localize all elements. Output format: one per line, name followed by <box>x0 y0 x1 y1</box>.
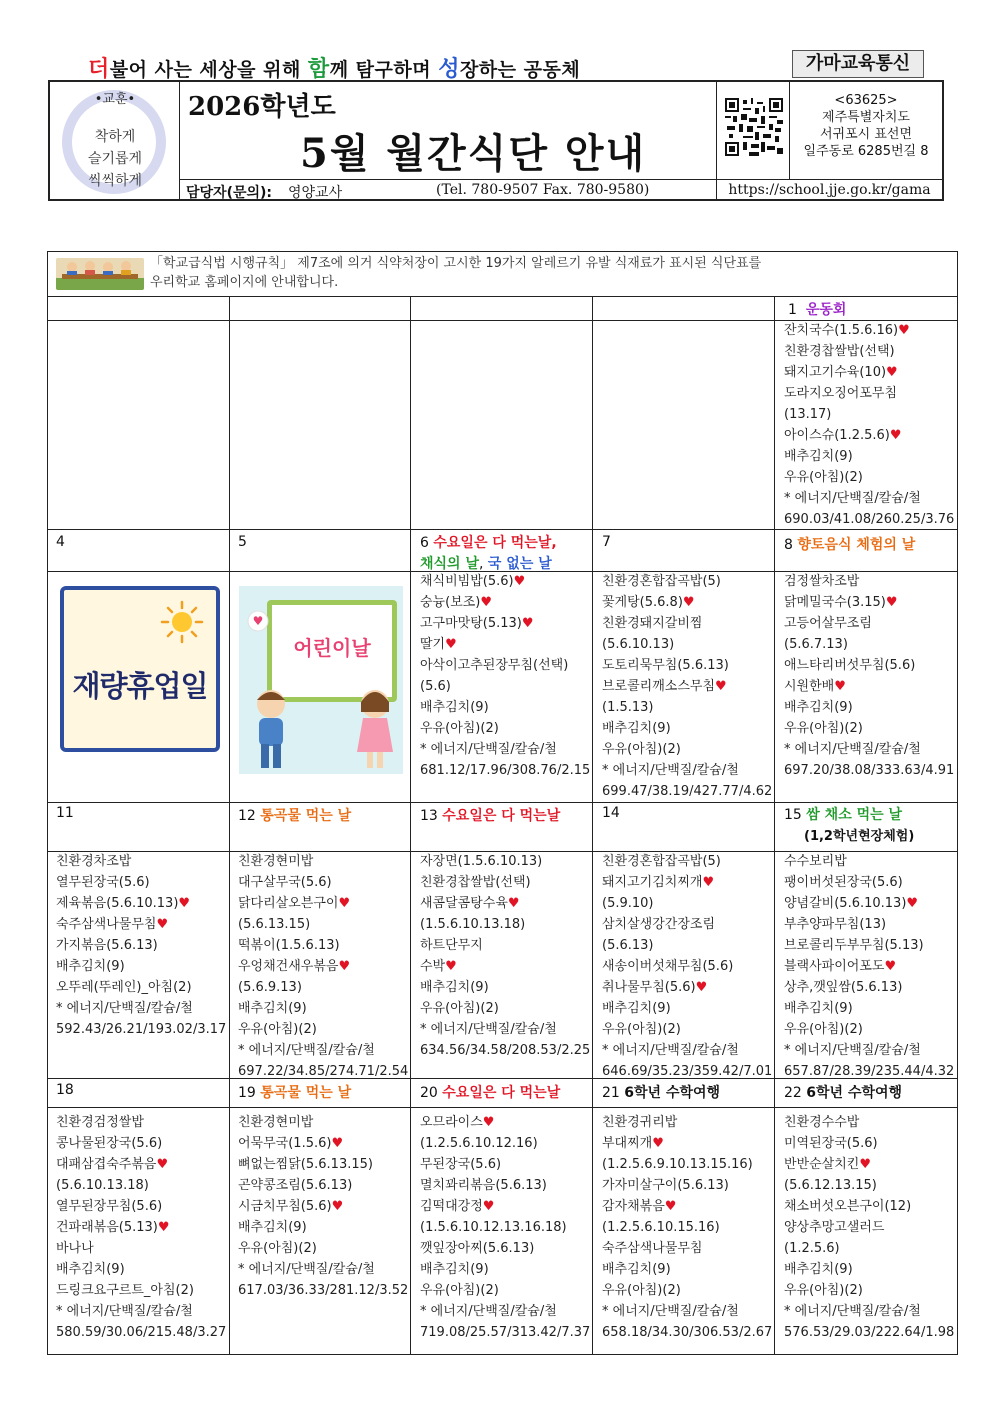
heart-icon: ♥ <box>156 917 169 932</box>
menu-item: 양상추망고샐러드 <box>784 1220 885 1235</box>
menu-item: 부대찌개♥ <box>602 1136 664 1151</box>
menu-item: 애느타리버섯무침(5.6) <box>784 658 916 673</box>
menu-item: 수박♥ <box>420 959 457 974</box>
menu-item: 김떡대강정♥ <box>420 1199 495 1214</box>
menu-item: * 에너지/단백질/칼슘/철 <box>784 1304 921 1319</box>
heart-icon: ♥ <box>898 323 910 338</box>
menu-item: 배추김치(9) <box>784 700 853 715</box>
menu-item: 블랙사파이어포도♥ <box>784 959 897 974</box>
holiday-card <box>60 586 220 752</box>
menu-item: 697.20/38.08/333.63/4.91 <box>784 763 955 778</box>
heart-icon: ♥ <box>445 959 457 974</box>
menu-item: (1.5.6.10.13.18) <box>420 917 526 932</box>
day-header-20: 20 수요일은 다 먹는날 <box>420 1085 561 1101</box>
menu-item: 아이스슈(1.2.5.6)♥ <box>784 428 902 443</box>
heart-icon: ♥ <box>886 365 898 380</box>
menu-cell-1 <box>784 320 954 530</box>
menu-item: 어묵무국(1.5.6)♥ <box>238 1136 344 1151</box>
sun-icon <box>160 600 204 644</box>
menu-item: 친환경돼지갈비찜 <box>602 616 703 631</box>
menu-item: * 에너지/단백질/칼슘/철 <box>238 1262 375 1277</box>
menu-item: 가지볶음(5.6.13) <box>56 938 158 953</box>
menu-item: 숭늉(보조)♥ <box>420 595 493 610</box>
meal-table <box>47 251 958 1355</box>
menu-item: 배추김치(9) <box>420 980 489 995</box>
heart-icon: ♥ <box>715 679 727 694</box>
menu-item: 고등어살무조림 <box>784 616 872 631</box>
menu-item: 브로콜리두부무침(5.13) <box>784 938 924 953</box>
day-header-4: 4 <box>56 534 65 550</box>
menu-item: 친환경현미밥 <box>238 854 314 869</box>
qr-code[interactable] <box>716 82 790 179</box>
contact-phone: (Tel. 780-9507 Fax. 780-9580) <box>436 182 650 198</box>
menu-item: 꽃게탕(5.6.8)♥ <box>602 595 695 610</box>
heart-icon: ♥ <box>331 1199 344 1214</box>
menu-item: 숙주삼색나물무침 <box>602 1241 703 1256</box>
svg-text:♥: ♥ <box>252 614 264 628</box>
menu-item: * 에너지/단백질/칼슘/철 <box>784 1043 921 1058</box>
menu-item: 580.59/30.06/215.48/3.27 <box>56 1325 227 1340</box>
menu-item: 닭다리살오븐구이♥ <box>238 896 351 911</box>
heart-icon: ♥ <box>521 616 534 631</box>
menu-item: 친환경혼합잡곡밥(5) <box>602 574 721 589</box>
day-header-18: 18 <box>56 1082 74 1098</box>
menu-item: * 에너지/단백질/칼슘/철 <box>238 1043 375 1058</box>
menu-item: (1.5.13) <box>602 700 654 715</box>
header-box <box>48 80 944 201</box>
menu-item: 숙주삼색나물무침♥ <box>56 917 169 932</box>
menu-item: 바나나 <box>56 1241 94 1256</box>
contact-label: 담당자(문의): <box>186 185 273 201</box>
menu-item: 681.12/17.96/308.76/2.15 <box>420 763 591 778</box>
menu-item: 도토리묵무침(5.6.13) <box>602 658 729 673</box>
menu-item: 깻잎장아찌(5.6.13) <box>420 1241 535 1256</box>
day-header-8: 8 향토음식 체험의 날 <box>784 537 916 553</box>
menu-item: 우유(아침)(2) <box>784 1022 863 1037</box>
childrens-day-label: 어린이날 <box>293 636 371 660</box>
menu-item: (5.9.10) <box>602 896 654 911</box>
menu-item: 친환경검정쌀밥 <box>56 1115 144 1130</box>
day-header-21: 21 6학년 수학여행 <box>602 1085 721 1101</box>
grid-line <box>48 802 957 803</box>
menu-item: 오뚜레(뚜레인)_아침(2) <box>56 980 192 995</box>
menu-item: 팽이버섯된장국(5.6) <box>784 875 903 890</box>
menu-item: 우유(아침)(2) <box>420 1283 499 1298</box>
holiday-label: 재량휴업일 <box>72 669 208 703</box>
day-header-6: 6 수요일은 다 먹는날, 채식의 날, 국 없는 날 <box>420 535 557 572</box>
contact-row <box>180 179 716 200</box>
day-header-5: 5 <box>238 534 247 550</box>
menu-item: 690.03/41.08/260.25/3.76 <box>784 512 955 527</box>
menu-item: 시원한배♥ <box>784 679 846 694</box>
menu-item: 697.22/34.85/274.71/2.54 <box>238 1064 409 1079</box>
heart-icon: ♥ <box>338 959 351 974</box>
menu-cell-19 <box>238 1112 408 1301</box>
menu-item: 딸기♥ <box>420 637 457 652</box>
heart-icon: ♥ <box>889 428 902 443</box>
menu-item: 하트단무지 <box>420 938 483 953</box>
menu-cell-20 <box>420 1112 590 1343</box>
menu-item: 배추김치(9) <box>56 959 125 974</box>
menu-item: 배추김치(9) <box>784 449 853 464</box>
menu-item: 친환경현미밥 <box>238 1115 314 1130</box>
heart-icon: ♥ <box>156 1157 169 1172</box>
menu-item: 576.53/29.03/222.64/1.98 <box>784 1325 955 1340</box>
menu-item: 592.43/26.21/193.02/3.17 <box>56 1022 227 1037</box>
menu-item: 대구살무국(5.6) <box>238 875 332 890</box>
menu-item: (5.6) <box>420 679 451 694</box>
menu-item: 우유(아침)(2) <box>238 1022 317 1037</box>
menu-cell-11 <box>56 851 226 1040</box>
menu-item: 친환경차조밥 <box>56 854 132 869</box>
menu-item: 곤약콩조림(5.6.13) <box>238 1178 353 1193</box>
menu-item: 새콤달콤탕수육♥ <box>420 896 520 911</box>
menu-item: 우유(아침)(2) <box>420 1001 499 1016</box>
menu-item: 멸치꽈리볶음(5.6.13) <box>420 1178 547 1193</box>
heart-icon: ♥ <box>834 679 846 694</box>
menu-item: 채소버섯오븐구이(12) <box>784 1199 912 1214</box>
grid-line <box>229 296 230 1354</box>
motto-title: •교훈• <box>94 92 136 107</box>
menu-item: * 에너지/단백질/칼슘/철 <box>602 1304 739 1319</box>
menu-item: 배추김치(9) <box>238 1001 307 1016</box>
menu-cell-12 <box>238 851 408 1082</box>
motto-line: 슬기롭게 <box>87 151 143 167</box>
menu-item: (5.6.13.15) <box>238 917 311 932</box>
heart-icon: ♥ <box>338 896 351 911</box>
heart-icon: ♥ <box>695 980 708 995</box>
menu-item: 드링크요구르트_아침(2) <box>56 1283 194 1298</box>
menu-cell-15 <box>784 851 954 1082</box>
menu-cell-22 <box>784 1112 954 1343</box>
menu-item: (5.6.9.13) <box>238 980 302 995</box>
menu-item: * 에너지/단백질/칼슘/철 <box>420 742 557 757</box>
menu-item: 우엉채건새우볶음♥ <box>238 959 351 974</box>
menu-item: 양념갈비(5.6.10.13)♥ <box>784 896 919 911</box>
menu-item: 부추양파무침(13) <box>784 917 887 932</box>
menu-item: 닭메밀국수(3.15)♥ <box>784 595 898 610</box>
heart-icon: ♥ <box>664 1199 677 1214</box>
day-header-15: 15 쌈 채소 먹는 날 (1,2학년현장체험) <box>784 807 915 844</box>
menu-item: 우유(아침)(2) <box>238 1241 317 1256</box>
menu-item: 우유(아침)(2) <box>602 1022 681 1037</box>
menu-item: (13.17) <box>784 407 832 422</box>
menu-item: * 에너지/단백질/칼슘/철 <box>420 1304 557 1319</box>
qr-code-icon <box>725 98 783 156</box>
menu-cell-18 <box>56 1112 226 1343</box>
menu-item: * 에너지/단백질/칼슘/철 <box>602 1043 739 1058</box>
heart-icon: ♥ <box>507 896 520 911</box>
menu-item: 콩나물된장국(5.6) <box>56 1136 163 1151</box>
menu-cell-6 <box>420 571 590 781</box>
menu-item: 배추김치(9) <box>238 1220 307 1235</box>
grid-line <box>410 296 411 1354</box>
school-year: 2026학년도 <box>188 92 336 122</box>
menu-item: (1.5.6.10.12.13.16.18) <box>420 1220 567 1235</box>
menu-item: 친환경귀리밥 <box>602 1115 678 1130</box>
menu-item: 617.03/36.33/281.12/3.52 <box>238 1283 409 1298</box>
contact-person: 영양교사 <box>288 185 343 201</box>
heart-icon: ♥ <box>482 1199 495 1214</box>
heart-icon: ♥ <box>884 959 897 974</box>
heart-icon: ♥ <box>682 595 695 610</box>
menu-cell-14 <box>602 851 772 1082</box>
menu-item: (5.6.10.13) <box>602 637 675 652</box>
day-header-14: 14 <box>602 805 620 821</box>
menu-item: (1.2.5.6.9.10.13.15.16) <box>602 1157 753 1172</box>
menu-item: 채식비빔밥(5.6)♥ <box>420 574 526 589</box>
school-motto <box>50 82 180 199</box>
menu-item: 오므라이스♥ <box>420 1115 495 1130</box>
menu-item: 아삭이고추된장무침(선택) <box>420 658 569 673</box>
allergy-notice <box>48 252 957 297</box>
motto-line: 씩씩하게 <box>87 173 143 189</box>
menu-item: 우유(아침)(2) <box>784 721 863 736</box>
menu-item: 우유(아침)(2) <box>602 1283 681 1298</box>
grid-line <box>774 296 775 1354</box>
motto-line: 착하게 <box>94 129 136 145</box>
day-header-12: 12 통곡물 먹는 날 <box>238 808 352 824</box>
day-header-7: 7 <box>602 534 611 550</box>
menu-item: 우유(아침)(2) <box>602 742 681 757</box>
menu-item: * 에너지/단백질/칼슘/철 <box>784 491 921 506</box>
heart-icon: ♥ <box>652 1136 664 1151</box>
menu-item: 699.47/38.19/427.77/4.62 <box>602 784 773 799</box>
menu-item: * 에너지/단백질/칼슘/철 <box>56 1001 193 1016</box>
heart-icon: ♥ <box>885 595 898 610</box>
menu-item: 배추김치(9) <box>784 1001 853 1016</box>
menu-item: 떡볶이(1.5.6.13) <box>238 938 340 953</box>
menu-cell-7 <box>602 571 772 802</box>
menu-item: 열무된장국(5.6) <box>56 875 150 890</box>
menu-item: 도라지오징어포무침 <box>784 386 898 401</box>
menu-item: 열무된장무침(5.6) <box>56 1199 163 1214</box>
menu-item: 배추김치(9) <box>602 1001 671 1016</box>
menu-item: (1.2.5.6) <box>784 1241 840 1256</box>
menu-item: * 에너지/단백질/칼슘/철 <box>602 763 739 778</box>
day-header-13: 13 수요일은 다 먹는날 <box>420 808 561 824</box>
menu-cell-13 <box>420 851 590 1061</box>
day-header-1: 1 운동회 <box>788 302 847 318</box>
menu-item: 657.87/28.39/235.44/4.32 <box>784 1064 955 1079</box>
menu-item: 무된장국(5.6) <box>420 1157 502 1172</box>
menu-item: 뼈없는찜닭(5.6.13.15) <box>238 1157 373 1172</box>
menu-item: 잔치국수(1.5.6.16)♥ <box>784 323 910 338</box>
menu-item: 브로콜리깨소스무침♥ <box>602 679 727 694</box>
menu-item: 삼치살생강간장조림 <box>602 917 716 932</box>
menu-item: 수수보리밥 <box>784 854 847 869</box>
menu-item: 제육볶음(5.6.10.13)♥ <box>56 896 191 911</box>
notice-text: 「학교급식법 시행규칙」 제7조에 의거 식약처장이 고시한 19가지 알레르기 유발 식재료가 표시된 식단표를 우리학교 홈페이지에 안내합니다. <box>150 256 762 290</box>
menu-item: 자장면(1.5.6.10.13) <box>420 854 543 869</box>
cafeteria-illustration-icon <box>56 258 144 290</box>
menu-item: 반반순살치킨♥ <box>784 1157 872 1172</box>
menu-item: 건파래볶음(5.13)♥ <box>56 1220 170 1235</box>
heart-icon: ♥ <box>445 637 457 652</box>
menu-item: (1.2.5.6.10.15.16) <box>602 1220 720 1235</box>
menu-item: 634.56/34.58/208.53/2.25 <box>420 1043 591 1058</box>
menu-item: 가자미살구이(5.6.13) <box>602 1178 729 1193</box>
menu-item: 새송이버섯채무침(5.6) <box>602 959 734 974</box>
menu-item: (5.6.13) <box>602 938 654 953</box>
heart-icon: ♥ <box>702 875 715 890</box>
menu-item: 우유(아침)(2) <box>420 721 499 736</box>
menu-cell-21 <box>602 1112 772 1343</box>
menu-item: 배추김치(9) <box>56 1262 125 1277</box>
heart-icon: ♥ <box>906 896 919 911</box>
menu-item: 658.18/34.30/306.53/2.67 <box>602 1325 773 1340</box>
school-address: <63625> 제주특별자치도 서귀포시 표선면 일주동로 6285번길 8 <box>803 93 929 159</box>
menu-item: * 에너지/단백질/칼슘/철 <box>784 742 921 757</box>
menu-item: 우유(아침)(2) <box>784 470 863 485</box>
menu-item: 친환경수수밥 <box>784 1115 860 1130</box>
menu-item: * 에너지/단백질/칼슘/철 <box>420 1022 557 1037</box>
menu-item: 미역된장국(5.6) <box>784 1136 878 1151</box>
menu-item: 감자채볶음♥ <box>602 1199 677 1214</box>
day-header-22: 22 6학년 수학여행 <box>784 1085 903 1101</box>
menu-item: 고구마맛탕(5.13)♥ <box>420 616 534 631</box>
menu-item: 대패삼겹숙주볶음♥ <box>56 1157 169 1172</box>
grid-line <box>592 296 593 1354</box>
day-header-19: 19 통곡물 먹는 날 <box>238 1085 352 1101</box>
heart-icon: ♥ <box>859 1157 872 1172</box>
heart-bubble-icon <box>247 610 269 632</box>
menu-item: 검정쌀차조밥 <box>784 574 860 589</box>
page-title: 5월 월간식단 안내 <box>300 130 647 177</box>
grid-line <box>48 1107 957 1108</box>
menu-item: 배추김치(9) <box>420 700 489 715</box>
heart-icon: ♥ <box>331 1136 344 1151</box>
childrens-day-card <box>239 586 403 774</box>
school-url-link[interactable]: https://school.jje.go.kr/gama <box>716 179 942 199</box>
menu-item: (5.6.7.13) <box>784 637 848 652</box>
newsletter-badge: 가마교육통신 <box>792 50 924 78</box>
heart-icon: ♥ <box>480 595 493 610</box>
heart-icon: ♥ <box>157 1220 170 1235</box>
heart-icon: ♥ <box>513 574 526 589</box>
heart-icon: ♥ <box>178 896 191 911</box>
menu-item: 배추김치(9) <box>784 1262 853 1277</box>
school-slogan: 더불어 사는 세상을 위해 함께 탐구하며 성장하는 공동체 <box>88 57 581 82</box>
menu-item: 취나물무침(5.6)♥ <box>602 980 708 995</box>
menu-cell-8 <box>784 571 954 781</box>
menu-item: 친환경찹쌀밥(선택) <box>420 875 531 890</box>
menu-item: 배추김치(9) <box>602 1262 671 1277</box>
children-icon <box>239 682 403 774</box>
menu-item: 돼지고기수육(10)♥ <box>784 365 898 380</box>
menu-item: 시금치무침(5.6)♥ <box>238 1199 344 1214</box>
menu-item: 719.08/25.57/313.42/7.37 <box>420 1325 591 1340</box>
menu-item: 친환경찹쌀밥(선택) <box>784 344 895 359</box>
menu-item: (1.2.5.6.10.12.16) <box>420 1136 538 1151</box>
menu-item: 배추김치(9) <box>420 1262 489 1277</box>
heart-icon: ♥ <box>482 1115 495 1130</box>
menu-item: 친환경혼합잡곡밥(5) <box>602 854 721 869</box>
menu-item: 상추,깻잎쌈(5.6.13) <box>784 980 903 995</box>
day-header-11: 11 <box>56 805 74 821</box>
menu-item: (5.6.10.13.18) <box>56 1178 149 1193</box>
menu-item: (5.6.12.13.15) <box>784 1178 877 1193</box>
menu-item: * 에너지/단백질/칼슘/철 <box>56 1304 193 1319</box>
menu-item: 우유(아침)(2) <box>784 1283 863 1298</box>
menu-item: 배추김치(9) <box>602 721 671 736</box>
menu-item: 646.69/35.23/359.42/7.01 <box>602 1064 773 1079</box>
menu-item: 돼지고기김치찌개♥ <box>602 875 715 890</box>
